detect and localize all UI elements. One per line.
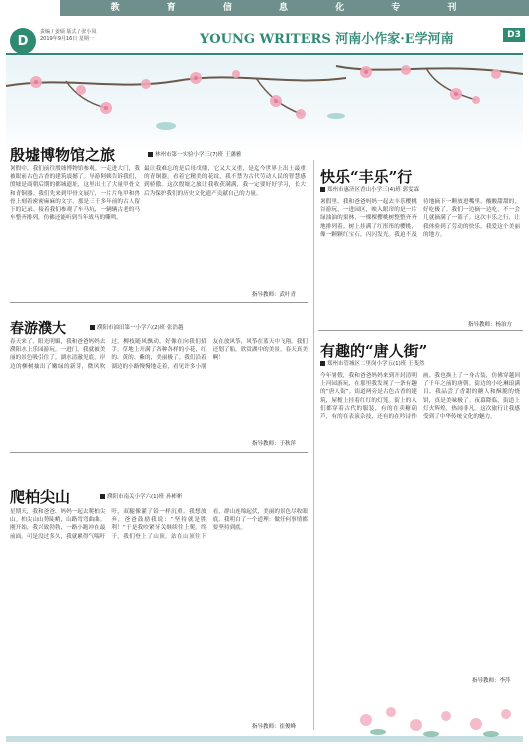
page-number: D3 (503, 28, 525, 42)
byline-text: 郑州市惠济区香山小学三(4)班 郭雯霖 (327, 187, 420, 193)
article-body: 今年暑假，我和爸爸妈妈来到开封清明上河园游玩，在那里我发现了一条有趣的“唐人街”。街道两旁是古色古香的建筑，屋檐上挂着红红的灯笼。街上的人们都穿着古代的服装，有的在卖糖葫芦，有的在表演杂技，还有的在吟诗作画。我也换上了一身古装，仿佛穿越回了千年之前的唐朝。街边的小吃琳琅满目，我品尝了香甜的糖人和酥脆的烧饼，真是美味极了。夜幕降临，街道上灯火辉煌，热闹非凡。这次旅行让我感受到了中华传统文化的魅力。 (320, 373, 520, 421)
square-bullet-icon (148, 152, 153, 157)
divider (10, 452, 308, 453)
square-bullet-icon (90, 325, 95, 330)
masthead: YOUNG WRITERS 河南小作家·E学河南 (200, 32, 454, 47)
article-title: 爬柏尖山 (10, 488, 71, 506)
article-title: 殷墟博物馆之旅 (10, 146, 116, 164)
article-byline (148, 150, 242, 158)
article-title: 快乐“丰乐”行 (320, 168, 413, 186)
article-body: 暑假中，我们前往殷墟博物馆参观。一走进大门，我被眼前古色古香的建筑震撼了。导游阿姨告诉我们，殷墟是商朝后期的都城遗址，这里出土了大量甲骨文和青铜器。我们先来到甲骨文展厅，一片片龟甲和兽骨上刻着密密麻麻的文字，那是三千多年前的古人留下的记录。接着我们参观了车马坑，一辆辆古老的马车整齐排列，仿佛还能听到当年战马的嘶鸣。 (10, 166, 140, 222)
article-byline (100, 492, 183, 500)
divider (10, 302, 308, 303)
divider (318, 330, 523, 331)
article-body: 暑假里，我和爸爸妈妈一起去丰乐樱桃谷游玩。一进园区，映入眼帘的是一片绿油油的果林，一棵棵樱桃树整整齐齐地排列着。树上挂满了红彤彤的樱桃，像一颗颗红宝石，闪闪发光。我迫不及待地摘下一颗放进嘴里，酸酸甜甜的，好吃极了。我们一边摘一边吃，不一会儿就摘满了一篮子。这次丰乐之行，让我体验到了劳动的快乐，我爱这个美丽的地方。 (320, 199, 520, 238)
teacher-credit: 指导教师：武叶青 (252, 292, 297, 298)
article-byline (320, 359, 425, 367)
footer-illustration (6, 690, 523, 747)
article-title: 有趣的“唐人街” (320, 342, 428, 360)
teacher-credit: 指导教师：李萍 (472, 678, 511, 684)
date-line: 2019年9月16日 星期一 (40, 36, 94, 42)
byline-text: 濮阳市油田第一小学六(2)班 张浩越 (97, 325, 184, 331)
square-bullet-icon (320, 361, 325, 366)
article-body: 星期天，我和爸爸、妈妈一起去爬柏尖山。柏尖山山势陡峭，山路弯弯曲曲。刚开始，我兴致勃勃，一路小跑冲在最前面。可是没过多久，我就累得气喘吁吁，双腿像灌了铅一样沉重。我想放弃，爸爸鼓励我说：“坚持就是胜利！”于是我咬紧牙关继续往上爬。终于，我们登上了山顶。站在山顶往下看，群山连绵起伏，美丽的景色尽收眼底。我明白了一个道理：做任何事情都要坚持到底。 (10, 509, 308, 540)
byline-text: 郑州市管城区二里岗小学五(1)班 王斐然 (327, 361, 425, 367)
square-bullet-icon (320, 187, 325, 192)
square-bullet-icon (100, 494, 105, 499)
article-title: 春游濮大 (10, 321, 66, 337)
article-body: 春天来了，阳光明媚，我和爸爸妈妈去濮阳水上乐园游玩。一进门，我就被美丽的景色吸引住了。湖水清澈见底，岸边的柳树抽出了嫩绿的新芽，微风吹过，柳枝随风飘动，好像在向我们招手。草地上开满了各种各样的小花，红的、黄的、紫的，美丽极了。我们沿着湖边的小路慢慢地走着，看见许多小朋友在放风筝，风筝在蓝天中飞翔。我们还划了船，欣赏湖中的美景。春天真美啊！ (10, 339, 308, 370)
page-badge: D (10, 28, 36, 54)
header-rule (6, 53, 523, 55)
editor-info (40, 29, 96, 43)
teacher-credit: 指导教师：于秋萍 (252, 441, 297, 447)
article-body: 最让我难忘的是后母戊鼎，它又大又重，是迄今世界上出土最重的青铜器。看着它精美的花纹，我不禁为古代劳动人民的智慧感到骄傲。这次殷墟之旅让我收获满满，我一定要好好学习，长大后为保护我们的历史文化遗产贡献自己的力量。 (144, 166, 306, 197)
byline-text: 濮阳市南关小学六(1)班 孙彬彬 (107, 494, 183, 500)
article-byline (320, 185, 419, 193)
hero-illustration (6, 56, 523, 154)
section-banner: 教 育 信 息 化 专 刊 (60, 0, 529, 16)
teacher-credit: 指导教师：杨治方 (468, 322, 513, 328)
teacher-credit: 指导教师：崔俊峰 (252, 724, 297, 730)
editor-line: 责编 / 姜硕 版式 / 张小凤 (40, 29, 97, 35)
flower-icon (6, 690, 523, 747)
article-byline (90, 323, 184, 331)
column-divider (313, 160, 314, 730)
plum-blossom-icon (6, 56, 523, 154)
byline-text: 林州市第一实验小学三(7)班 王藩雅 (155, 152, 242, 158)
